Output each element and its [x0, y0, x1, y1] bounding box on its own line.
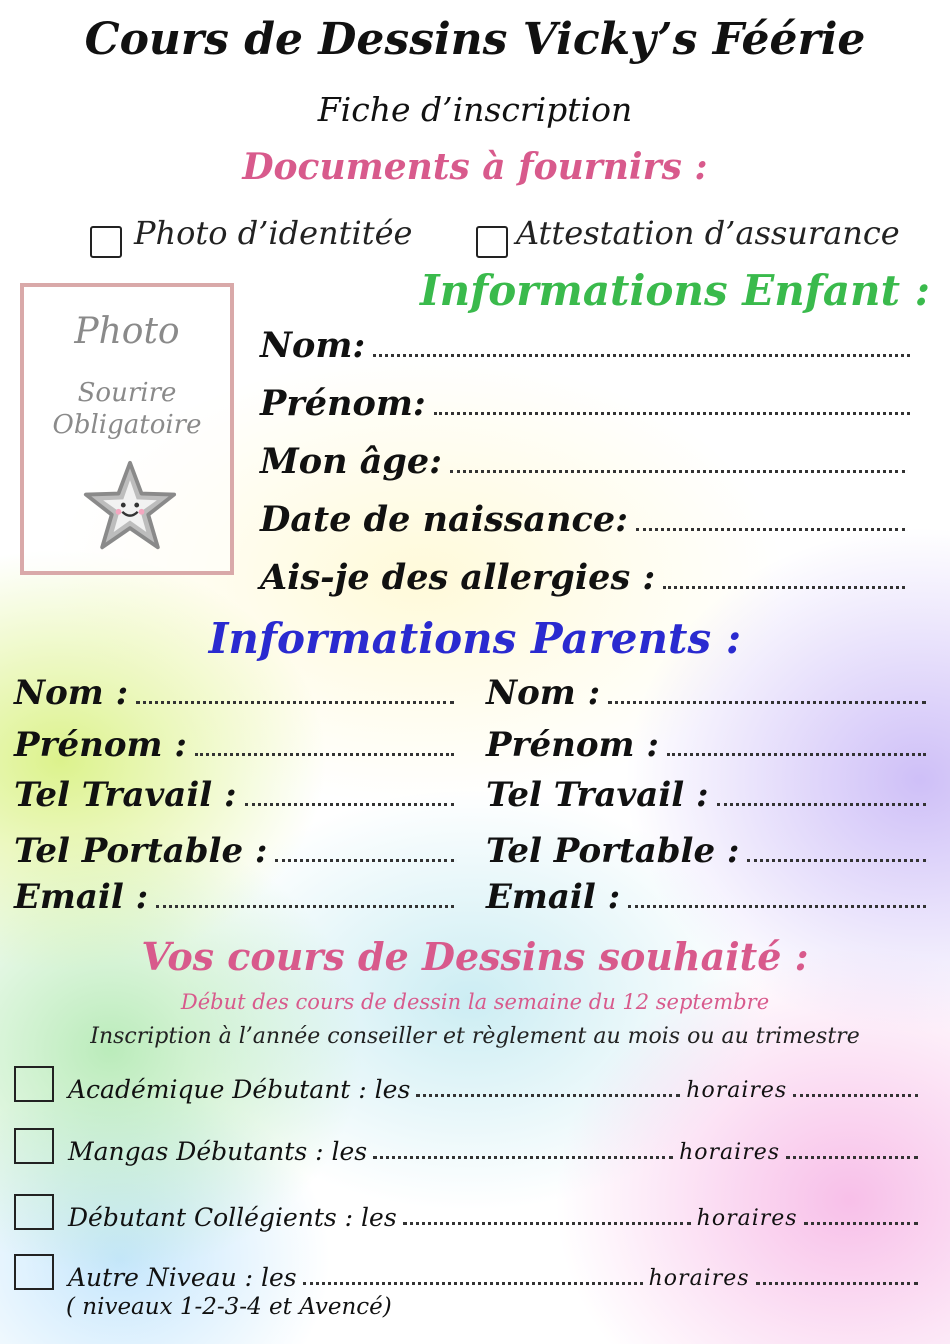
child-name-field[interactable]: [260, 325, 910, 366]
child-age-line[interactable]: [450, 470, 905, 473]
parent1-firstname-label: Prénom :: [14, 725, 187, 765]
course-academique-hours-label: horaires: [686, 1078, 788, 1103]
course-mangas-days-line[interactable]: [373, 1156, 673, 1159]
course-autre-hours-line[interactable]: [756, 1282, 918, 1285]
parent1-firstname-field[interactable]: [14, 725, 454, 765]
parent2-name-label: Nom :: [486, 673, 601, 713]
course-mangas-label: Mangas Débutants : les: [68, 1137, 368, 1166]
course-academique-label: Académique Débutant : les: [68, 1075, 411, 1104]
course-collegients-hours-line[interactable]: [804, 1222, 918, 1225]
parent2-firstname-field[interactable]: [486, 725, 926, 765]
parent2-work-phone-line[interactable]: [717, 803, 926, 806]
smiling-star-icon: [82, 459, 178, 555]
photo-note-line-1: Sourire: [77, 378, 177, 408]
course-levels-note: ( niveaux 1-2-3-4 et Avencé): [66, 1294, 392, 1320]
page-title: Cours de Dessins Vicky’s Féérie: [84, 14, 866, 65]
child-firstname-line[interactable]: [434, 412, 910, 415]
parent2-work-phone-field[interactable]: [486, 775, 926, 815]
parent2-work-phone-label: Tel Travail :: [486, 775, 709, 815]
photo-box-note: [24, 377, 230, 441]
course-row-autre-niveau: [14, 1254, 924, 1290]
parent2-email-line[interactable]: [628, 905, 926, 908]
parent1-name-field[interactable]: [14, 673, 454, 713]
course-autre-hours-label: horaires: [648, 1266, 750, 1291]
child-firstname-field[interactable]: [260, 383, 910, 424]
course-row-academique: [14, 1066, 924, 1102]
course-row-mangas: [14, 1128, 924, 1164]
child-name-label: Nom:: [260, 325, 366, 366]
course-mangas-hours-line[interactable]: [786, 1156, 918, 1159]
parent1-work-phone-line[interactable]: [245, 803, 454, 806]
parent1-work-phone-label: Tel Travail :: [14, 775, 237, 815]
course-row-collegients: [14, 1194, 924, 1230]
photo-note-line-2: Obligatoire: [52, 410, 202, 440]
child-birthdate-line[interactable]: [636, 528, 905, 531]
parent2-email-field[interactable]: [486, 877, 926, 917]
parent2-email-label: Email :: [486, 877, 621, 917]
child-info-heading: Informations Enfant :: [420, 266, 931, 315]
documents-heading: Documents à fournirs :: [242, 146, 708, 188]
parent2-mobile-field[interactable]: [486, 831, 926, 871]
parent1-firstname-line[interactable]: [195, 753, 454, 756]
parents-info-heading: Informations Parents :: [208, 614, 742, 663]
course-mangas-checkbox[interactable]: [14, 1128, 54, 1164]
parent2-mobile-label: Tel Portable :: [486, 831, 740, 871]
course-academique-days-line[interactable]: [416, 1094, 680, 1097]
insurance-label: Attestation d’assurance: [516, 214, 900, 252]
parent2-name-line[interactable]: [608, 701, 926, 704]
insurance-checkbox[interactable]: [476, 226, 508, 258]
child-firstname-label: Prénom:: [260, 383, 426, 424]
course-collegients-checkbox[interactable]: [14, 1194, 54, 1230]
parent2-firstname-label: Prénom :: [486, 725, 659, 765]
child-birthdate-field[interactable]: [260, 499, 905, 540]
child-allergies-field[interactable]: [260, 557, 905, 598]
parent1-email-label: Email :: [14, 877, 149, 917]
parent1-email-line[interactable]: [156, 905, 454, 908]
course-autre-days-line[interactable]: [303, 1282, 643, 1285]
form-subtitle: Fiche d’inscription: [317, 90, 633, 129]
parent2-name-field[interactable]: [486, 673, 926, 713]
child-allergies-line[interactable]: [663, 586, 905, 589]
courses-start-note: Début des cours de dessin la semaine du 12 septembre: [180, 990, 770, 1014]
child-birthdate-label: Date de naissance:: [260, 499, 629, 540]
child-allergies-label: Ais-je des allergies :: [260, 557, 656, 598]
course-academique-hours-line[interactable]: [793, 1094, 918, 1097]
photo-placeholder-box: [20, 283, 234, 575]
photo-box-title: Photo: [74, 311, 180, 352]
parent1-mobile-field[interactable]: [14, 831, 454, 871]
parent1-mobile-line[interactable]: [275, 859, 454, 862]
child-age-label: Mon âge:: [260, 441, 443, 482]
courses-payment-note: Inscription à l’année conseiller et règlement au mois ou au trimestre: [90, 1024, 860, 1049]
parent1-work-phone-field[interactable]: [14, 775, 454, 815]
course-autre-checkbox[interactable]: [14, 1254, 54, 1290]
child-name-line[interactable]: [373, 354, 910, 357]
photo-id-label: Photo d’identitée: [134, 214, 413, 252]
course-autre-label: Autre Niveau : les: [68, 1263, 297, 1292]
parent1-name-line[interactable]: [136, 701, 454, 704]
course-collegients-hours-label: horaires: [696, 1206, 798, 1231]
parent1-name-label: Nom :: [14, 673, 129, 713]
parent2-mobile-line[interactable]: [747, 859, 926, 862]
child-age-field[interactable]: [260, 441, 905, 482]
photo-id-checkbox[interactable]: [90, 226, 122, 258]
parent1-mobile-label: Tel Portable :: [14, 831, 268, 871]
parent2-firstname-line[interactable]: [667, 753, 926, 756]
course-academique-checkbox[interactable]: [14, 1066, 54, 1102]
course-collegients-days-line[interactable]: [403, 1222, 691, 1225]
course-mangas-hours-label: horaires: [679, 1140, 781, 1165]
course-collegients-label: Débutant Collégients : les: [68, 1203, 397, 1232]
courses-heading: Vos cours de Dessins souhaité :: [141, 934, 809, 979]
parent1-email-field[interactable]: [14, 877, 454, 917]
